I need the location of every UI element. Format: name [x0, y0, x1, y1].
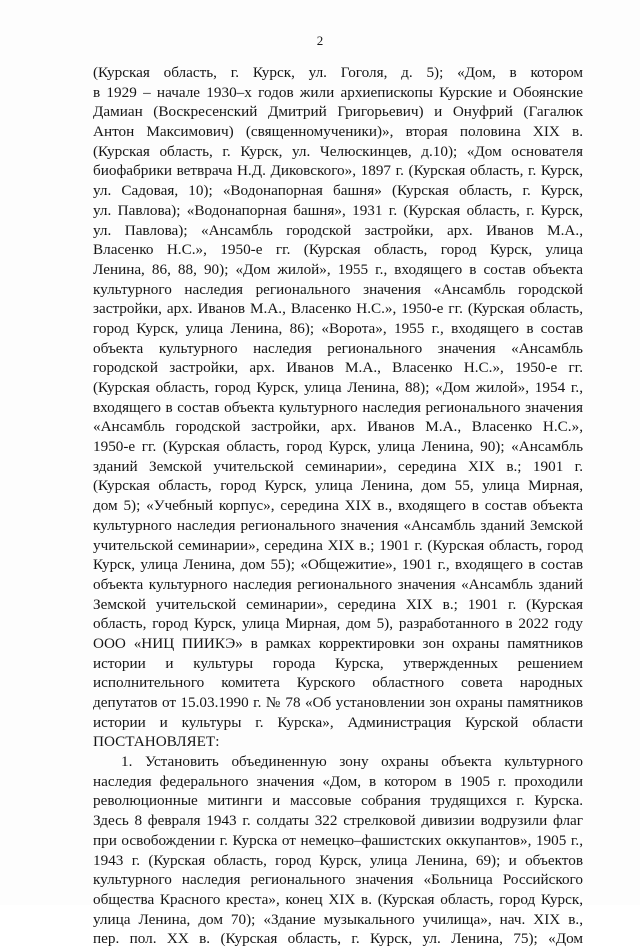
text-line: ул. Садовая, 10); «Водонапорная башня» (Курская область, г. Курск, [93, 182, 583, 200]
text-line: (Курская область, город Курск, улица Ленина, 88); «Дом жилой», 1954 г., [93, 379, 583, 396]
text-line: культурного наследия регионального значения «Ансамбль городской [93, 280, 583, 298]
text-line: депутатов от 15.03.1990 г. № 78 «Об установлении зон охраны памятников [93, 694, 583, 711]
text-line: 1943 г. (Курская область, город Курск, улица Ленина, 69); и объектов [93, 851, 583, 869]
text-line: Антон Максимович) (священномученики)», вторая половина XIX в. [93, 123, 583, 141]
text-line: общества Красного креста», конец XIX в. (Курская область, город Курск, [93, 890, 583, 908]
text-line: «Ансамбль городской застройки, арх. Иванов М.А., Власенко Н.С.», [93, 418, 583, 436]
document-body [93, 63, 583, 949]
text-line: истории и культуры г. Курска», Администрация Курской области [93, 713, 583, 731]
text-line: ПОСТАНОВЛЯЕТ: [93, 733, 220, 751]
text-line: дом 5); «Учебный корпус», середина XIX в., входящего в состав объекта [93, 497, 583, 515]
text-line: зданий Земской учительской семинарии», середина XIX в.; 1901 г. [93, 457, 583, 475]
text-line: городской застройки, арх. Иванов М.А., Власенко Н.С.», 1950-е гг. [93, 359, 583, 377]
paragraph-first-line: 1. Установить объединенную зону охраны объекта культурного [121, 753, 583, 771]
text-line: (Курская область, г. Курск, ул. Гоголя, д. 5); «Дом, в котором [93, 64, 583, 81]
text-line: наследия федерального значения «Дом, в котором в 1905 г. проходили [93, 772, 583, 790]
text-line: (Курская область, город Курск, улица Ленина, дом 55, улица Мирная, [93, 477, 583, 495]
text-line: входящего в состав объекта культурного наследия регионального значения [93, 398, 583, 416]
text-line: при освобождении г. Курска от немецко–фашистских оккупантов», 1905 г., [93, 831, 583, 849]
text-line: биофабрики ветврача Н.Д. Диковского», 1897 г. (Курская область, г. Курск, [93, 162, 583, 180]
text-line: Ленина, 86, 88, 90); «Дом жилой», 1955 г., входящего в состав объекта [93, 260, 583, 278]
text-line: ул. Павлова); «Водонапорная башня», 1931 г. (Курская область, г. Курск, [93, 201, 583, 219]
text-line: пер. пол. XX в. (Курская область, г. Курск, ул. Ленина, 75); «Дом [93, 930, 583, 948]
text-line: культурного наследия регионального значения «Больница Российского [93, 871, 583, 889]
text-line: Власенко Н.С.», 1950-е гг. (Курская область, город Курск, улица [93, 241, 583, 259]
text-line: (Курская область, г. Курск, ул. Челюскинцев, д.10); «Дом основателя [93, 142, 583, 160]
text-line: учительской семинарии», середина XIX в.; 1901 г. (Курская область, город [93, 536, 583, 554]
text-line: истории и культуры города Курска, утвержденных решением [93, 654, 583, 672]
text-line: Курск, улица Ленина, дом 55); «Общежитие», 1901 г., входящего в состав [93, 556, 583, 574]
text-line: ул. Павлова); «Ансамбль городской застройки, арх. Иванов М.А., [93, 221, 583, 239]
text-line: культурного наследия регионального значения «Ансамбль зданий Земской [93, 516, 583, 534]
page-number: 2 [316, 33, 324, 48]
text-line: исполнительного комитета Курского областного совета народных [93, 674, 583, 692]
text-line: Дамиан (Воскресенский Дмитрий Григорьевич) и Онуфрий (Гагалюк [93, 103, 583, 121]
text-line: объекта культурного наследия регионального значения «Ансамбль [93, 339, 583, 357]
text-line: город Курск, улица Ленина, 86); «Ворота», 1955 г., входящего в состав [93, 319, 583, 337]
text-line: революционные митинги и массовые собрания трудящихся г. Курска. [93, 792, 583, 810]
text-line: область, город Курск, улица Мирная, дом 5), разработанного в 2022 году [93, 615, 583, 633]
text-line: застройки, арх. Иванов М.А., Власенко Н.С.», 1950-е гг. (Курская область, [93, 300, 583, 318]
text-line: в 1929 – начале 1930–х годов жили архиепископы Курские и Обоянские [93, 83, 583, 101]
text-line: Земской учительской семинарии», середина XIX в.; 1901 г. (Курская [93, 595, 583, 613]
text-line: объекта культурного наследия регионального значения «Ансамбль зданий [93, 575, 583, 593]
text-line: ООО «НИЦ ПИИКЭ» в рамках корректировки зон охраны памятников [93, 634, 583, 652]
text-line: 1950-е гг. (Курская область, город Курск, улица Ленина, 90); «Ансамбль [93, 438, 583, 456]
text-line: Здесь 8 февраля 1943 г. солдаты 322 стрелковой дивизии водрузили флаг [93, 812, 583, 830]
text-line: улица Ленина, дом 70); «Здание музыкального училища», нач. XIX в., [93, 910, 583, 928]
